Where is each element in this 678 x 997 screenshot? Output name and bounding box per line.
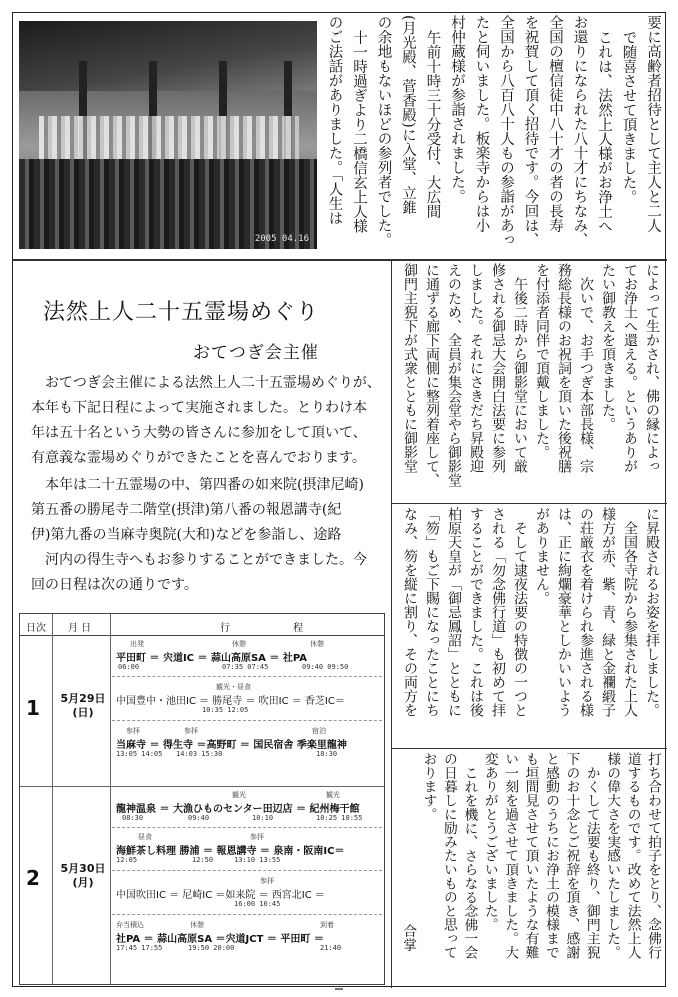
text-line: 「笏」もご下賜になったことにち	[424, 507, 440, 717]
text-line: で随喜させて頂きました。	[620, 30, 637, 204]
right-vertical-text-middle	[397, 507, 663, 745]
article-title: 法然上人二十五霊場めぐり	[43, 300, 320, 325]
horizontal-rule	[391, 748, 667, 749]
itinerary-stops: 海鮮茶し料理 勝浦 ＝ 報恩講寺 ＝ 泉南・阪南IC＝	[116, 846, 345, 857]
text-line: 道するものです。改めて法然上人	[624, 752, 641, 959]
stop-time: 10:10	[252, 814, 274, 822]
text-line: おてつぎ会主催による法然上人二十五霊場めぐりが、	[45, 375, 381, 391]
stop-time: 21:40	[320, 944, 342, 952]
text-line: 様の偉大さを実感いたしました。	[604, 752, 621, 959]
newsletter-page	[12, 12, 666, 987]
day-number: 1	[26, 696, 40, 720]
stop-label: 休憩	[190, 921, 204, 929]
stop-time: 10:25 10:55	[316, 814, 363, 822]
text-line: 務総長様のお祝詞を頂いた後祝膳	[556, 263, 572, 473]
date-text: 5月30日	[60, 862, 106, 875]
text-line: は、正に絢爛豪華としかいいよう	[556, 507, 572, 717]
text-line: がありません。	[534, 507, 550, 605]
right-vertical-text-lower	[397, 752, 663, 984]
stop-label: 参拝	[184, 727, 198, 735]
header-itinerary: 行 程	[220, 623, 334, 634]
stop-time: 13:10 13:55	[234, 856, 281, 864]
text-line: 御門主猊下が式衆とともに御影堂	[402, 263, 418, 473]
stop-time: 18:30	[316, 750, 338, 758]
text-line: に通ずる廊下両側に整列着座して、	[424, 263, 440, 487]
stop-time: 13:05 14:05	[116, 750, 163, 758]
text-line: を祝賀して頂く招待です。今回は、	[522, 15, 539, 247]
stop-label: 休憩	[232, 640, 246, 648]
stop-time: 12:50	[192, 856, 214, 864]
text-line: これは、法然上人様がお浄土へ	[596, 30, 612, 233]
text-line: も垣間見させて頂いたような有難	[522, 752, 539, 959]
stop-label: 観光	[232, 791, 246, 799]
right-vertical-text-upper	[397, 263, 663, 501]
text-line: することができました。これは後	[468, 507, 484, 717]
temple-ceremony-photo	[19, 21, 317, 249]
itinerary-stops: 社PA ＝ 蒜山高原SA ＝宍道JCT ＝ 平田町 ＝	[116, 934, 324, 945]
text-line: 全国各寺院から参集された上人	[622, 521, 638, 717]
text-line: の荘厳衣を着けられ参進される様	[578, 507, 594, 717]
stop-time: 08:30	[122, 814, 144, 822]
text-line: これを機に、さらなる念佛一会	[461, 766, 478, 960]
text-line: い一刻を過させて頂きました。大	[502, 752, 519, 959]
text-line: 午前十時三十分受付、大広間	[424, 30, 441, 219]
text-line: 次いで、お手つぎ本部長様、宗	[578, 277, 594, 473]
text-line: てお浄土へ還える。というありが	[622, 263, 638, 473]
text-line: に昇殿されるお姿を拝しました。	[644, 507, 660, 717]
schedule-header-row	[20, 614, 384, 636]
text-line: たい御教えを頂きました。	[600, 263, 616, 431]
gassho-closing: 合掌	[400, 924, 417, 952]
text-line: 要に高齢者招待として主人と二人	[645, 15, 661, 233]
row-dash-divider	[112, 676, 382, 677]
text-line: 十一時過ぎより二橋信玄上人様	[351, 30, 367, 233]
text-line: しました。それにさきだち昇殿迎	[468, 263, 484, 473]
text-line: のご法話がありました。「人生は	[326, 15, 343, 226]
temple-roof	[19, 21, 317, 91]
stop-label: 出発	[130, 640, 144, 648]
text-line: 下のお十念とご祝辞を頂き、感謝	[563, 752, 580, 959]
itinerary-stops: 中国豊中・池田IC ＝ 勝尾寺 ＝ 吹田IC ＝ 香芝IC＝	[116, 696, 345, 707]
stop-time: 19:50 20:00	[188, 944, 235, 952]
row-dash-divider	[112, 720, 382, 721]
text-line: 年は五十名という大勢の皆さんに参加をして頂いて、	[31, 425, 367, 441]
day-date	[58, 862, 108, 890]
weekday-text: (日)	[72, 706, 94, 719]
text-line: の余地もないほどの参列者でした。	[375, 15, 392, 247]
day-date	[58, 692, 108, 720]
text-line: 本年も下記日程によって実施されました。とりわけ本	[31, 400, 367, 416]
text-line: 修される御忌大会開白法要に参列	[490, 263, 506, 473]
itinerary-stops: 龍神温泉 ＝ 大漁ひものセンター田辺店 ＝ 紀州梅干館	[116, 804, 360, 815]
text-line: 村仲蔵様が参詣されました。	[449, 15, 465, 204]
itinerary-stops: 平田町 ＝ 宍道IC ＝ 蒜山高原SA ＝ 社PA	[116, 653, 308, 664]
horizontal-rule	[391, 503, 667, 504]
header-day: 日次	[26, 623, 46, 634]
text-line: の日暮しに励みたいものと思って	[440, 752, 457, 959]
stop-label: 観光	[326, 791, 340, 799]
photo-date-stamp: 2005 04.16	[254, 234, 309, 244]
text-line: される「勿念佛行道」も初めて拝	[490, 507, 506, 717]
itinerary-stops: 当麻寺 ＝ 得生寺 ＝高野町 ＝ 国民宿舎 季楽里龍神	[116, 740, 347, 751]
text-line: と感動のうちにお浄土の模様まで	[542, 752, 559, 959]
row-dash-divider	[112, 827, 382, 828]
stop-label: 休憩	[310, 640, 324, 648]
top-vertical-text	[325, 15, 665, 251]
text-line: 様方が赤、紫、青、緑と金襴緞子	[600, 507, 616, 717]
text-line: 河内の得生寺へもお参りすることができました。今	[45, 552, 367, 568]
row-dash-divider	[112, 914, 382, 915]
stop-label: 宿泊	[312, 727, 326, 735]
vertical-rule	[391, 259, 392, 988]
article-body-paragraph-2	[31, 473, 387, 598]
stop-time: 09:40 09:50	[302, 663, 349, 671]
article-subtitle: おてつぎ会主催	[193, 343, 319, 363]
weekday-text: (月)	[72, 876, 94, 889]
text-line: 午後二時から御影堂において厳	[512, 277, 528, 473]
schedule-table	[19, 613, 385, 985]
text-line: 伊)第九番の当麻寺奥院(大和)などを参詣し、途路	[31, 527, 342, 543]
text-line: を付添者同伴で頂戴しました。	[534, 263, 550, 459]
text-line: 第五番の勝尾寺二階堂(摂津)第八番の報恩講寺(紀	[31, 502, 342, 518]
page-mark	[335, 988, 343, 990]
stop-time: 14:03 15:30	[176, 750, 223, 758]
text-line: えのため、全員が集会堂やら御影堂	[446, 263, 462, 487]
stop-label: 観光・昼食	[216, 683, 251, 691]
text-line: 有意義な霊場めぐりができたことを喜んでおります。	[31, 450, 366, 466]
article-body-paragraph-1	[31, 371, 387, 471]
stop-time: 09:40	[188, 814, 210, 822]
header-date: 月 日	[68, 623, 92, 634]
stop-time: 06:00	[118, 663, 140, 671]
row-dash-divider	[112, 870, 382, 871]
text-line: 回の日程は次の通りです。	[31, 577, 198, 593]
text-line: によって生かされ、佛の縁によっ	[644, 263, 660, 473]
stop-label: 到着	[320, 921, 334, 929]
stop-time: 16:00 16:45	[234, 900, 281, 908]
text-line: (月光殿、菅香殿)に入堂、立錐	[400, 15, 416, 215]
stop-label: 参拝	[250, 833, 264, 841]
stop-time: 07:35 07:45	[222, 663, 269, 671]
text-line: そして逮夜法要の特徴の一つと	[512, 521, 528, 717]
text-line: おります。	[420, 752, 437, 821]
stop-label: 参拝	[260, 877, 274, 885]
itinerary-stops: 中国吹田IC ＝ 尼崎IC ＝如来院 ＝ 西宮北IC ＝	[116, 890, 325, 901]
stop-label: 弁当積込	[116, 921, 144, 929]
row-divider	[20, 786, 384, 787]
text-line: お還りになられた八十才にちなみ、	[571, 15, 588, 247]
day-number: 2	[26, 866, 40, 890]
stop-time: 12:05	[116, 856, 138, 864]
date-text: 5月29日	[60, 692, 106, 705]
text-line: 打ち合わせて拍子をとり、念佛行	[645, 752, 661, 959]
text-line: なみ、笏を縦に割り、その両方を	[402, 507, 418, 717]
text-line: 全国の檀信徒中八十才の者の長寿	[547, 15, 563, 233]
text-line: 本年は二十五霊場の中、第四番の如来院(摂津尼崎)	[45, 477, 364, 493]
text-line: かくして法要も終り、御門主猊	[583, 766, 600, 960]
column-divider	[52, 614, 53, 984]
horizontal-rule	[13, 259, 667, 261]
stop-label: 昼食	[138, 833, 152, 841]
text-line: 全国から八百八十人もの参詣があっ	[498, 15, 514, 247]
column-divider	[110, 614, 111, 984]
stop-time: 17:45 17:55	[116, 944, 163, 952]
text-line: 柏原天皇が「御忌鳳詔」とともに	[446, 507, 462, 717]
text-line: たと伺いました。板楽寺からは小	[473, 15, 490, 233]
stop-label: 参拝	[126, 727, 140, 735]
stop-time: 10:35 12:05	[202, 706, 249, 714]
text-line: 変ありがとうございました。	[481, 752, 498, 932]
